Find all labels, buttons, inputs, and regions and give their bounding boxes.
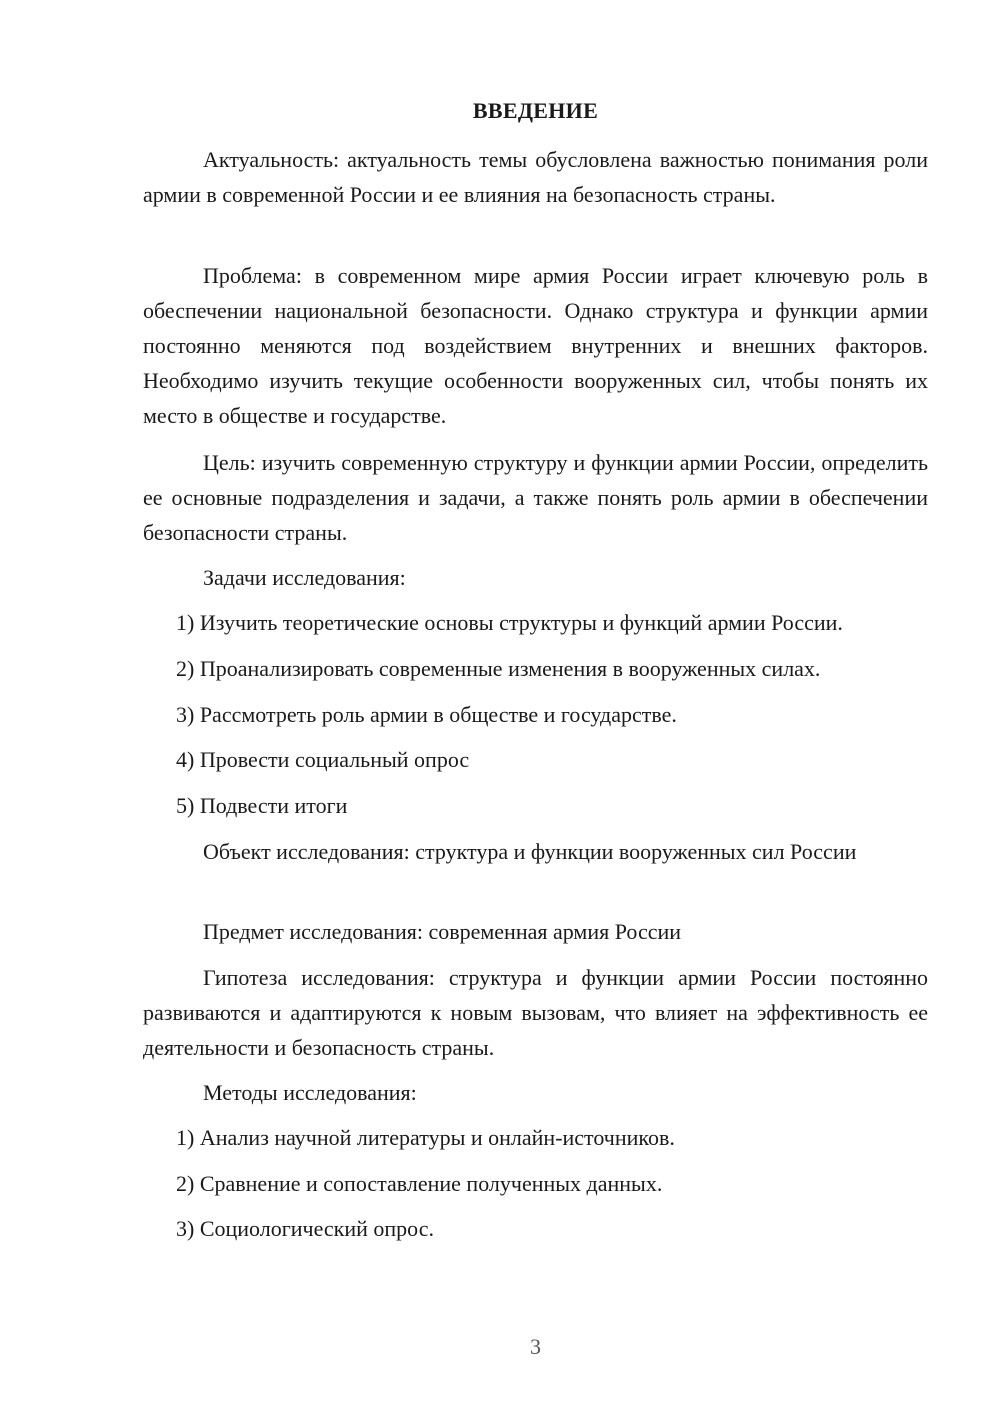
object-paragraph: Объект исследования: структура и функции вооруженных сил России	[203, 839, 857, 864]
problem-paragraph: Проблема: в современном мире армия России играет ключевую роль в обеспечении национальной безопасности. Однако структура и функции армии постоянно меняются под воздействием внутренних и внешних факторов. Необходимо изучить текущие особенности вооруженных сил, чтобы понять их место в обществе и государстве.	[143, 263, 928, 428]
method-item: 1) Анализ научной литературы и онлайн-источников.	[176, 1125, 675, 1150]
goal-paragraph: Цель: изучить современную структуру и функции армии России, определить ее основные подразделения и задачи, а также понять роль армии в обеспечении безопасности страны.	[143, 450, 928, 545]
tasks-title: Задачи исследования:	[203, 565, 406, 590]
task-item: 1) Изучить теоретические основы структуры и функций армии России.	[176, 610, 843, 635]
task-item: 2) Проанализировать современные изменения в вооруженных силах.	[176, 656, 821, 681]
method-item: 2) Сравнение и сопоставление полученных данных.	[176, 1171, 663, 1196]
document-page	[143, 0, 928, 1414]
subject-paragraph: Предмет исследования: современная армия России	[203, 919, 682, 944]
methods-title: Методы исследования:	[203, 1080, 417, 1105]
page-number: 3	[530, 1334, 541, 1359]
method-item: 3) Социологический опрос.	[176, 1216, 434, 1241]
relevance-paragraph: Актуальность: актуальность темы обусловлена важностью понимания роли армии в современной России и ее влияния на безопасность страны.	[143, 147, 928, 207]
task-item: 4) Провести социальный опрос	[176, 747, 470, 772]
task-item: 5) Подвести итоги	[176, 793, 348, 818]
task-item: 3) Рассмотреть роль армии в обществе и государстве.	[176, 702, 677, 727]
hypothesis-paragraph: Гипотеза исследования: структура и функции армии России постоянно развиваются и адаптируются к новым вызовам, что влияет на эффективность ее деятельности и безопасность страны.	[143, 965, 928, 1060]
section-heading: ВВЕДЕНИЕ	[472, 98, 599, 123]
